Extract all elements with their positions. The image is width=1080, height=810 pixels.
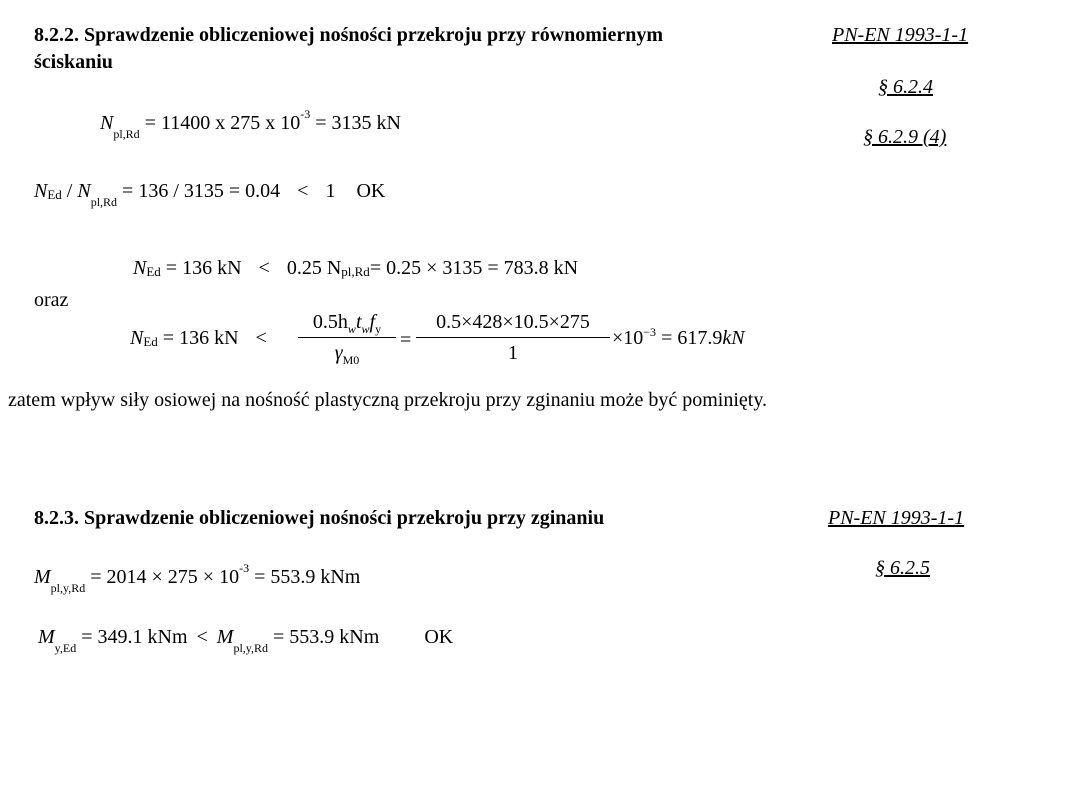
symbol-n: N bbox=[130, 327, 144, 349]
symbol-m: M bbox=[38, 626, 55, 648]
result-value: = 617.9 bbox=[661, 327, 723, 349]
subscript-pl-rd: pl,Rd bbox=[113, 127, 140, 141]
subscript-ed: Ed bbox=[143, 334, 158, 349]
equation-result bbox=[612, 325, 745, 349]
equation-result: = 3135 kN bbox=[315, 112, 401, 134]
oraz-label: oraz bbox=[34, 289, 69, 311]
subscript-pl-y-rd: pl,y,Rd bbox=[50, 581, 86, 595]
symbol-m: M bbox=[216, 626, 234, 648]
num-part: 0.5h bbox=[312, 311, 348, 333]
result-unit: kN bbox=[722, 327, 745, 349]
symbol-n: N bbox=[34, 180, 48, 202]
den-gamma: γ bbox=[334, 342, 343, 364]
num-sub-w: w bbox=[361, 322, 370, 336]
subscript-y-ed: y,Ed bbox=[54, 641, 77, 655]
symbol-n: N bbox=[77, 180, 91, 202]
exponent: −3 bbox=[643, 325, 657, 339]
fraction-denominator bbox=[298, 342, 396, 367]
symbol-m: M bbox=[34, 566, 51, 588]
equals-sign: = bbox=[400, 329, 412, 351]
symbol-n: N bbox=[133, 257, 147, 279]
subscript-pl-rd: pl,Rd bbox=[341, 264, 370, 279]
fraction-web-resistance bbox=[298, 311, 396, 367]
ok-label: OK bbox=[356, 180, 386, 202]
exponent: -3 bbox=[239, 561, 250, 575]
equation-text: = 553.9 kNm bbox=[273, 626, 380, 648]
fraction-numerator bbox=[298, 311, 396, 336]
times-ten: ×10 bbox=[612, 327, 644, 349]
section-8-2-2-heading-line2: ściskaniu bbox=[34, 51, 113, 73]
equation-result: = 553.9 kNm bbox=[254, 566, 361, 588]
equation-bending-check bbox=[38, 626, 454, 655]
symbol-n: N bbox=[100, 112, 114, 134]
equation-text: = 349.1 kNm bbox=[81, 626, 188, 648]
section-8-2-2-heading-line1: 8.2.2. Sprawdzenie obliczeniowej nośności przekroju przy równomiernym bbox=[34, 24, 664, 46]
one: 1 bbox=[325, 180, 336, 202]
less-than: < bbox=[258, 257, 270, 279]
clause-reference-6-2-5: § 6.2.5 bbox=[875, 557, 930, 579]
equation-text: = 11400 x 275 x 10 bbox=[144, 112, 301, 134]
equation-text: = 2014 × 275 × 10 bbox=[90, 566, 240, 588]
clause-reference-6-2-9: § 6.2.9 (4) bbox=[863, 126, 947, 148]
fraction-denominator: 1 bbox=[508, 342, 518, 364]
less-than: < bbox=[297, 180, 309, 202]
fraction-bar bbox=[416, 337, 610, 338]
slash: / bbox=[66, 180, 73, 202]
subscript-pl-rd: pl,Rd bbox=[90, 195, 118, 209]
equation-rhs: = 0.25 × 3135 = 783.8 kN bbox=[369, 257, 579, 279]
conclusion-text: zatem wpływ siły osiowej na nośność plastyczną przekroju przy zginaniu może być pominięty. bbox=[8, 389, 768, 411]
standard-reference: PN-EN 1993-1-1 bbox=[832, 24, 969, 46]
less-than: < bbox=[196, 626, 208, 648]
fraction-numeric bbox=[416, 312, 610, 363]
fraction-numerator: 0.5×428×10.5×275 bbox=[436, 311, 590, 333]
subscript-ed: Ed bbox=[47, 187, 62, 202]
section-8-2-3-heading: 8.2.3. Sprawdzenie obliczeniowej nośności przekroju przy zginaniu bbox=[34, 507, 605, 529]
equation-ned-lhs bbox=[130, 328, 267, 348]
exponent: -3 bbox=[300, 107, 311, 121]
equation-npl-rd bbox=[100, 107, 401, 141]
den-sub-m0: M0 bbox=[342, 353, 360, 367]
fraction-bar bbox=[298, 337, 396, 338]
num-t: t bbox=[355, 311, 362, 333]
less-than: < bbox=[255, 327, 267, 349]
equation-ratio-check bbox=[34, 180, 386, 209]
equation-mpl-y-rd bbox=[34, 561, 361, 595]
clause-reference-6-2-4: § 6.2.4 bbox=[878, 76, 933, 98]
equation-lhs: = 136 kN bbox=[165, 257, 242, 279]
subscript-ed: Ed bbox=[146, 264, 161, 279]
equation-ned-vs-025npl bbox=[133, 258, 578, 278]
subscript-pl-y-rd: pl,y,Rd bbox=[233, 641, 269, 655]
equation-text: = 136 / 3135 = 0.04 bbox=[122, 180, 281, 202]
num-sub-y: y bbox=[375, 322, 382, 336]
equation-mid: 0.25 N bbox=[286, 257, 342, 279]
ok-label: OK bbox=[424, 626, 454, 648]
num-sub-w: w bbox=[347, 322, 356, 336]
num-f: f bbox=[369, 311, 376, 333]
equation-lhs: = 136 kN bbox=[162, 327, 239, 349]
standard-reference: PN-EN 1993-1-1 bbox=[828, 507, 965, 529]
